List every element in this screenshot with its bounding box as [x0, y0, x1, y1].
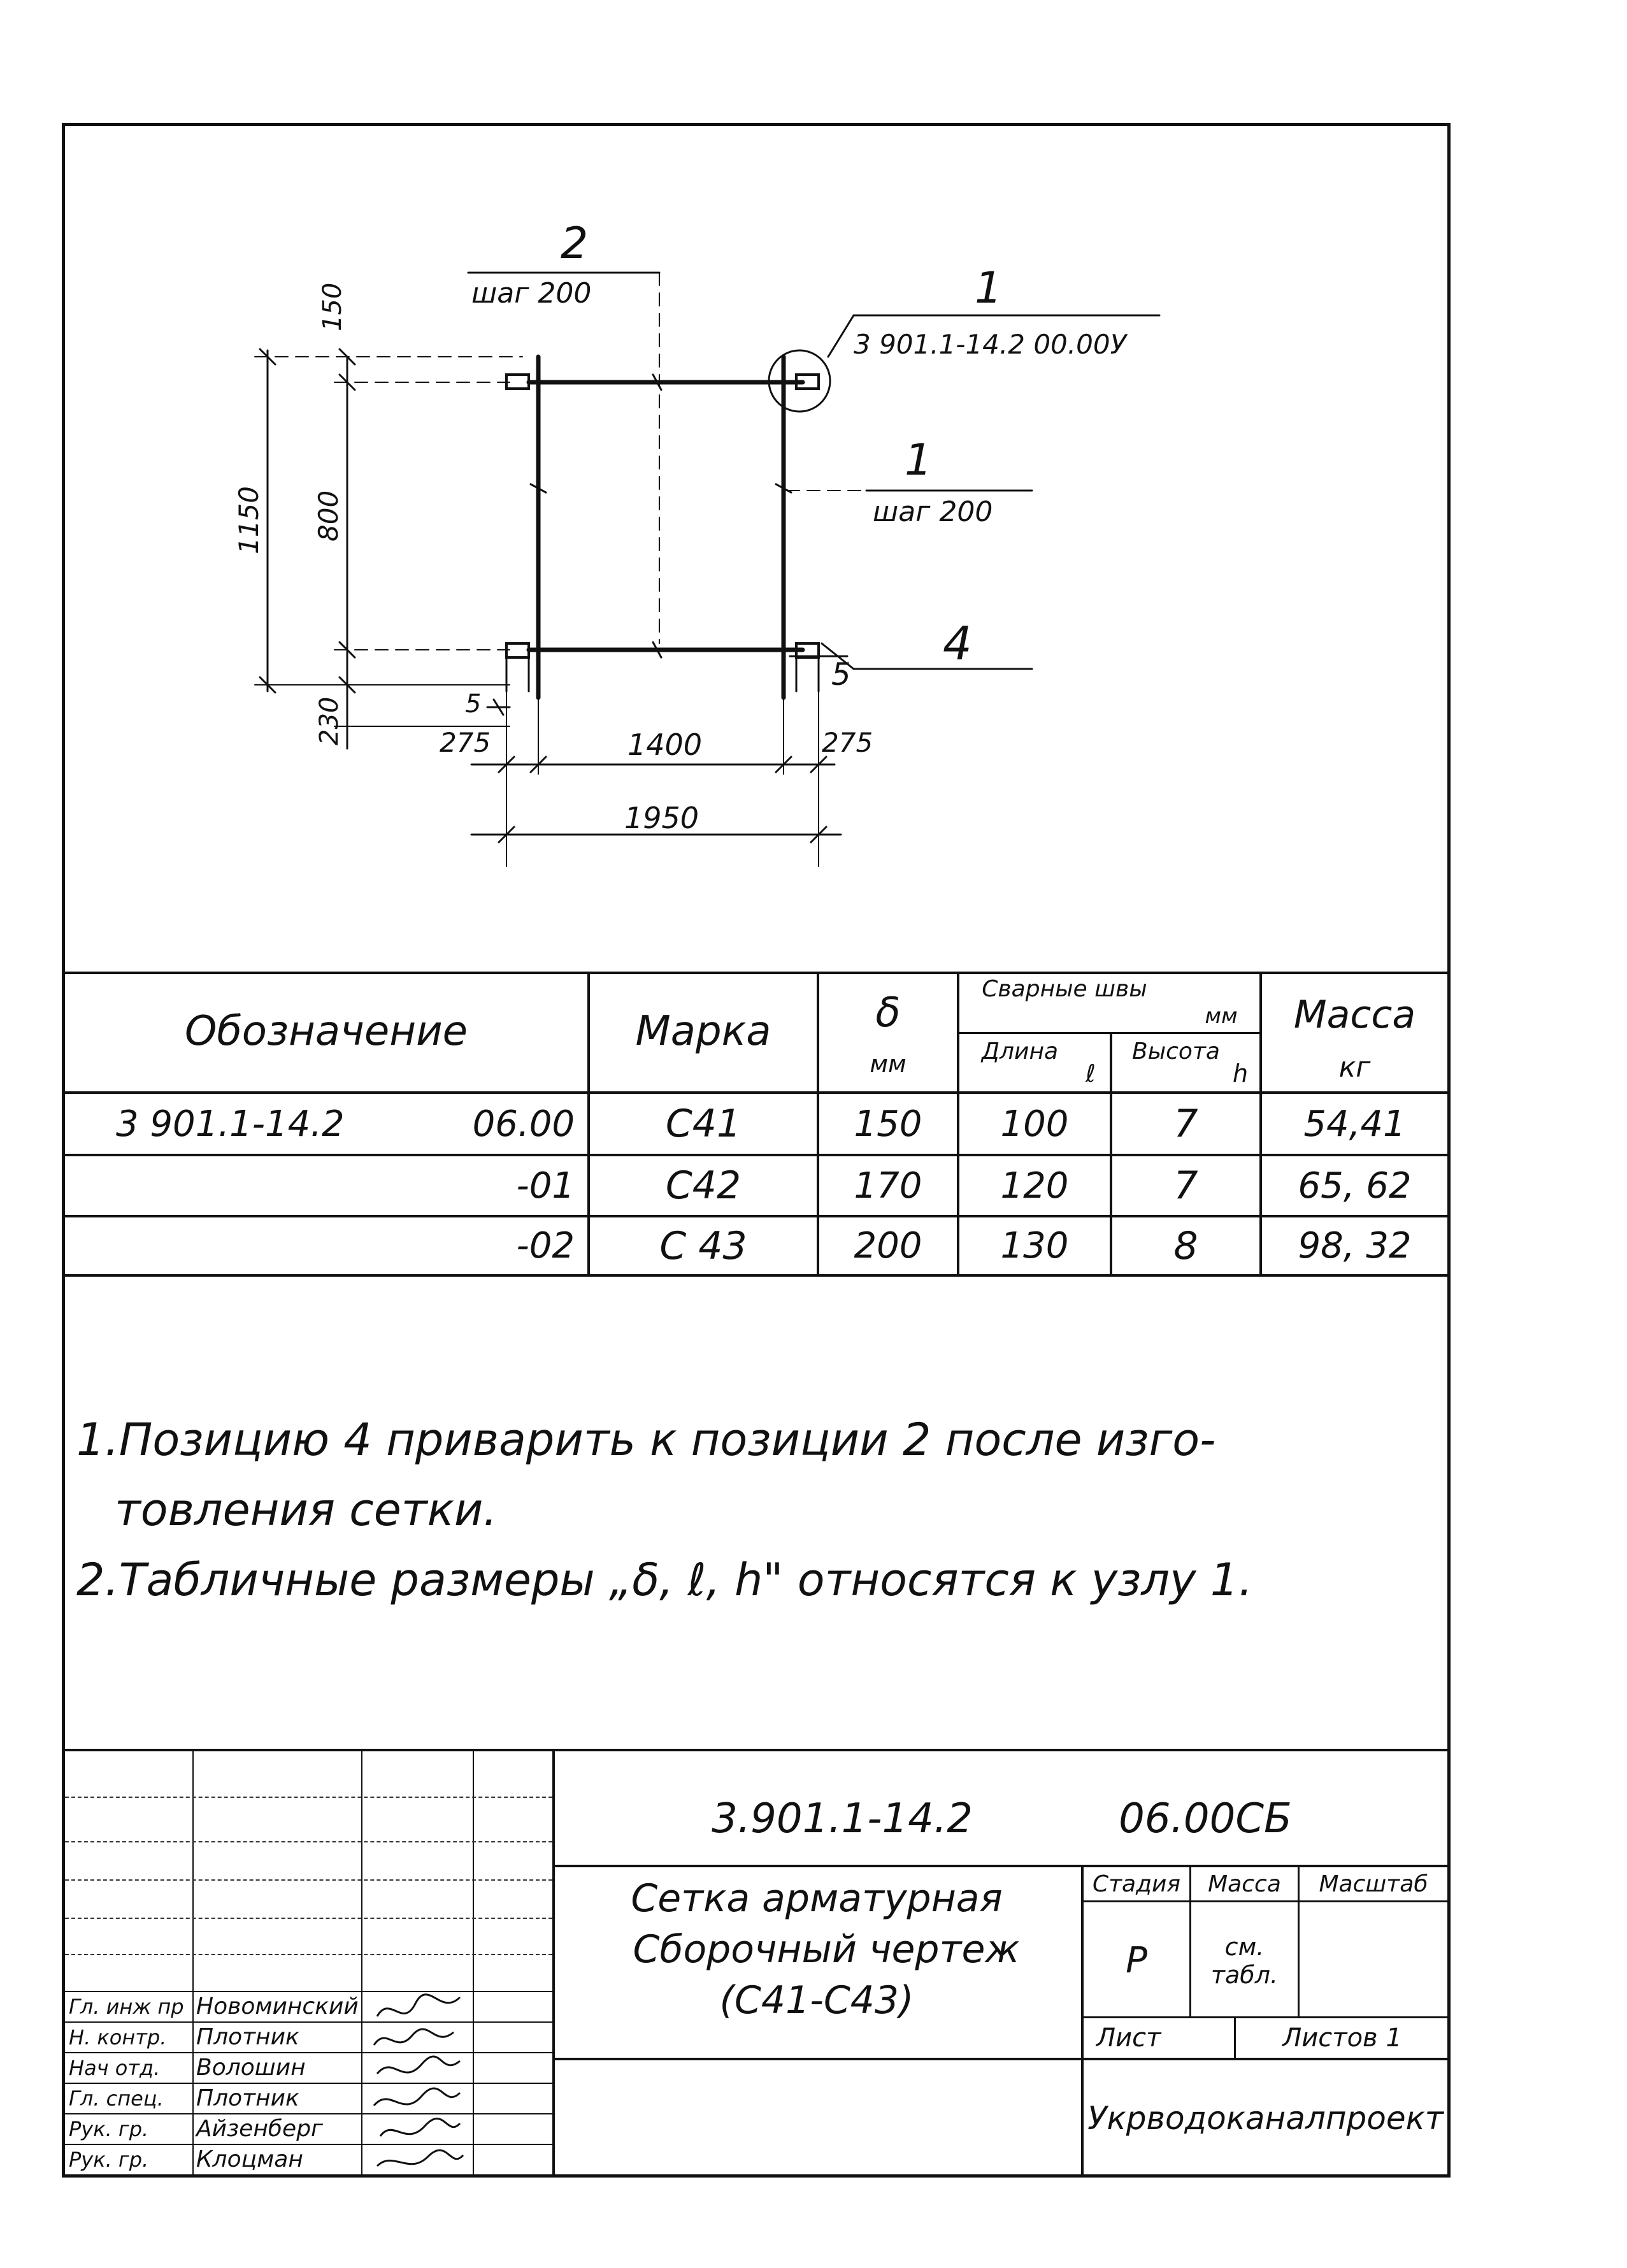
- row2-mass: 65, 62: [1298, 1165, 1412, 1207]
- dim-5: 5: [465, 689, 482, 719]
- mass-label: Масса: [1208, 1870, 1281, 1897]
- note-1: 1.Позицию 4 приварить к позиции 2 после изго-: [76, 1414, 1216, 1466]
- pos5-number: 5: [831, 657, 851, 693]
- dim-1150: 1150: [233, 486, 264, 554]
- sig-role-2: Н. контр.: [69, 2025, 167, 2049]
- dim-275-left: 275: [440, 727, 491, 758]
- scale-label: Масштаб: [1319, 1870, 1428, 1897]
- node1-number: 1: [975, 263, 1003, 313]
- pos2-step: шаг 200: [471, 277, 592, 310]
- row3-mass: 98, 32: [1298, 1225, 1412, 1267]
- header-length: Длина: [981, 1038, 1059, 1065]
- spec-rule-welds: [957, 1032, 1259, 1034]
- sig-name-5: Айзенберг: [196, 2116, 323, 2142]
- handwritten-signatures: [364, 1991, 473, 2174]
- stage-label: Стадия: [1092, 1870, 1181, 1897]
- sig-name-6: Клоцман: [196, 2146, 303, 2172]
- row2-height: 7: [1173, 1163, 1198, 1208]
- row3-suffix: -02: [516, 1225, 575, 1267]
- pos2-number: 2: [561, 219, 589, 269]
- header-welds: Сварные швы: [982, 976, 1147, 1002]
- title-line-3: (С41-С43): [719, 1978, 914, 2023]
- sig-name-2: Плотник: [196, 2024, 299, 2050]
- sig-role-1: Гл. инж пр: [69, 1995, 184, 2019]
- dim-150: 150: [318, 282, 347, 331]
- header-designation: Обозначение: [184, 1008, 468, 1055]
- sig-role-5: Рук. гр.: [69, 2117, 149, 2141]
- header-mass-unit: кг: [1338, 1051, 1371, 1084]
- dim-1400: 1400: [627, 728, 703, 762]
- doc-suffix: 06.00СБ: [1119, 1795, 1292, 1842]
- row3-mark: С 43: [659, 1223, 747, 1268]
- row1-mass: 54,41: [1303, 1103, 1406, 1145]
- organization: Укрводоканалпроект: [1087, 2100, 1444, 2137]
- row3-length: 130: [1000, 1225, 1069, 1267]
- sig-role-4: Гл. спец.: [69, 2086, 164, 2111]
- dim-275-right: 275: [822, 727, 873, 758]
- dim-230: 230: [315, 696, 344, 745]
- sheets-label: Листов 1: [1282, 2023, 1402, 2053]
- row1-suffix: 06.00: [472, 1103, 575, 1145]
- dim-800: 800: [313, 490, 344, 542]
- row1-mark: С41: [665, 1102, 742, 1146]
- row2-mark: С42: [665, 1163, 742, 1208]
- header-mass: Масса: [1293, 992, 1416, 1037]
- title-line-2: Сборочный чертеж: [633, 1927, 1020, 1972]
- pos4-number: 4: [943, 617, 972, 670]
- header-length-sym: ℓ: [1086, 1059, 1096, 1087]
- spec-rule-row3: [65, 1274, 1447, 1277]
- sig-role-6: Рук. гр.: [69, 2148, 149, 2172]
- row1-length: 100: [1000, 1103, 1069, 1145]
- header-delta: δ: [875, 989, 901, 1037]
- note-1-continued: товления сетки.: [115, 1484, 498, 1536]
- sig-role-3: Нач отд.: [69, 2056, 161, 2080]
- header-height: Высота: [1132, 1038, 1220, 1065]
- spec-table: [65, 972, 1447, 1328]
- header-welds-unit: мм: [1205, 1003, 1238, 1029]
- stage-value: Р: [1126, 1940, 1147, 1981]
- plate-bottom-left: [506, 643, 529, 657]
- sheet-label: Лист: [1096, 2023, 1161, 2053]
- dim-1950: 1950: [624, 801, 699, 835]
- row3-delta: 200: [854, 1225, 922, 1267]
- sig-name-3: Волошин: [196, 2055, 306, 2081]
- note-2: 2.Табличные размеры „δ, ℓ, h" относятся к узлу 1.: [76, 1554, 1253, 1606]
- row3-height: 8: [1173, 1223, 1198, 1268]
- pos1-number: 1: [905, 435, 933, 485]
- title-line-1: Сетка арматурная: [631, 1876, 1003, 1921]
- row1-designation: 3 901.1-14.2: [116, 1103, 345, 1145]
- row2-delta: 170: [854, 1165, 922, 1207]
- header-height-sym: h: [1232, 1059, 1249, 1087]
- row1-delta: 150: [854, 1103, 922, 1145]
- mass-value: см. табл.: [1210, 1932, 1279, 1989]
- sig-name-1: Новоминский: [196, 1993, 359, 2020]
- mesh-drawing: [0, 0, 1627, 968]
- row2-length: 120: [1000, 1165, 1069, 1207]
- title-block: [65, 1749, 1447, 2174]
- header-mark: Марка: [635, 1008, 771, 1055]
- row2-suffix: -01: [516, 1165, 575, 1207]
- row1-height: 7: [1173, 1102, 1198, 1146]
- plate-top-left: [506, 375, 529, 389]
- doc-code: 3.901.1-14.2: [712, 1795, 973, 1842]
- pos1-step: шаг 200: [873, 496, 993, 528]
- node1-ref: 3 901.1-14.2 00.00У: [854, 329, 1127, 360]
- header-delta-unit: мм: [870, 1050, 907, 1078]
- sig-name-4: Плотник: [196, 2085, 299, 2111]
